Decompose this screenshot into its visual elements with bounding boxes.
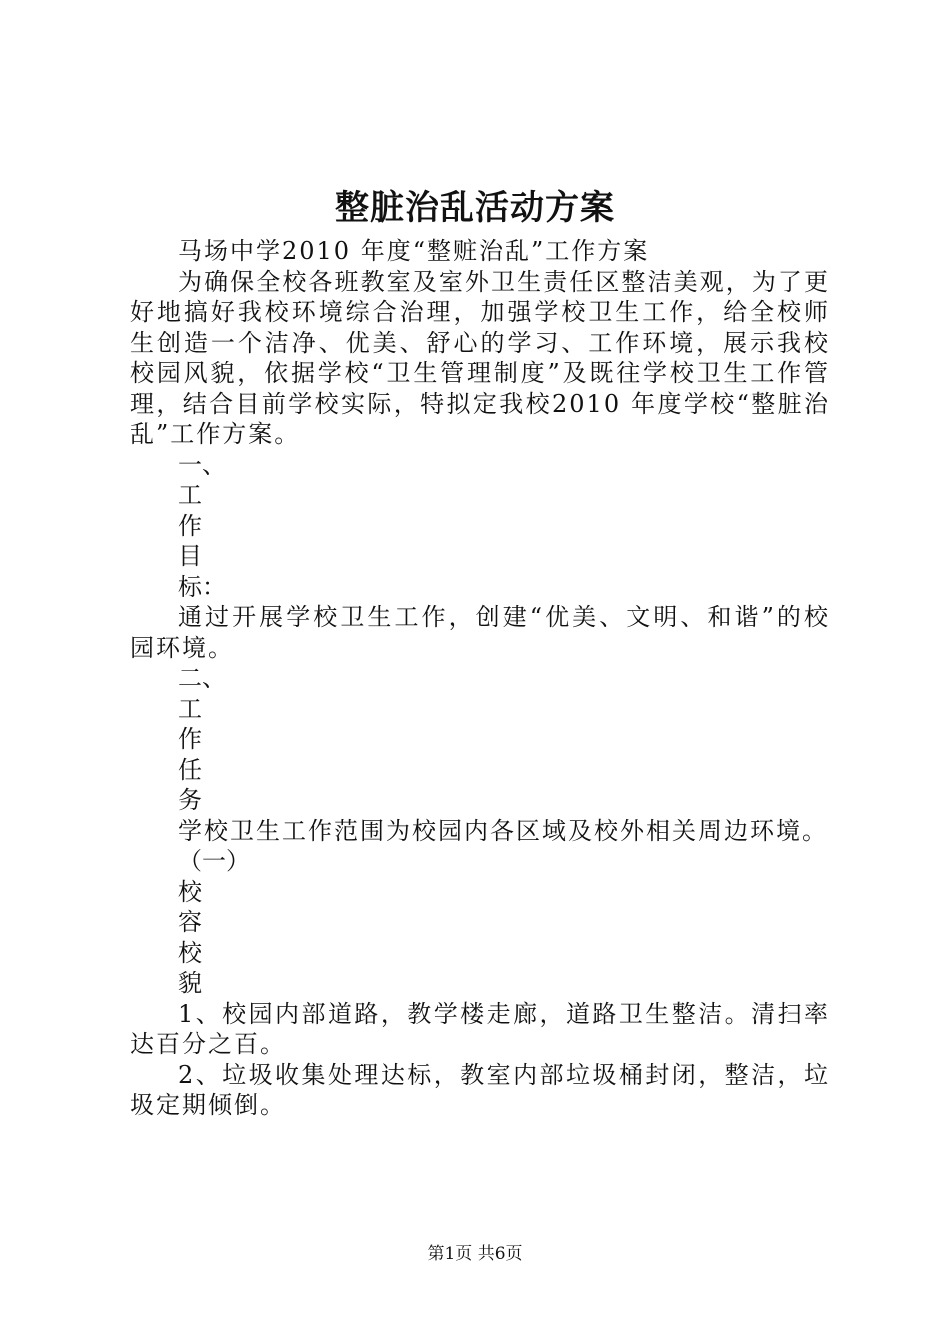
document-subtitle: 马场中学2010 年度“整赃治乱”工作方案 — [178, 237, 650, 265]
section-2-heading: 二、工作任务 — [178, 664, 226, 814]
intro-paragraph: 为确保全校各班教室及室外卫生责任区整洁美观，为了更好地搞好我校环境综合治理，加强学校卫生工作，给全校师生创造一个洁净、优美、舒心的学习、工作环境，展示我校校园风貌，依据学校“卫生管理制度”及既往学校卫生工作管理，结合目前学校实际，特拟定我校2010 年度学校“整脏治乱”工作方案。 — [130, 267, 830, 448]
page-footer: 第1页 共6页 — [427, 1244, 523, 1264]
document-title: 整脏治乱活动方案 — [335, 188, 615, 228]
subsection-1-heading: （一）校容校貌 — [178, 847, 250, 997]
list-item-2: 2、垃圾收集处理达标，教室内部垃圾桶封闭，整洁，垃圾定期倾倒。 — [130, 1060, 830, 1119]
section-2-text: 学校卫生工作范围为校园内各区域及校外相关周边环境。 — [178, 816, 828, 845]
list-item-1: 1、校园内部道路，教学楼走廊，道路卫生整洁。清扫率达百分之百。 — [130, 999, 830, 1058]
section-1-heading: 一、工作目标： — [178, 450, 226, 601]
document-body — [130, 236, 830, 1121]
section-1-text: 通过开展学校卫生工作，创建“优美、文明、和谐”的校园环境。 — [130, 603, 830, 662]
